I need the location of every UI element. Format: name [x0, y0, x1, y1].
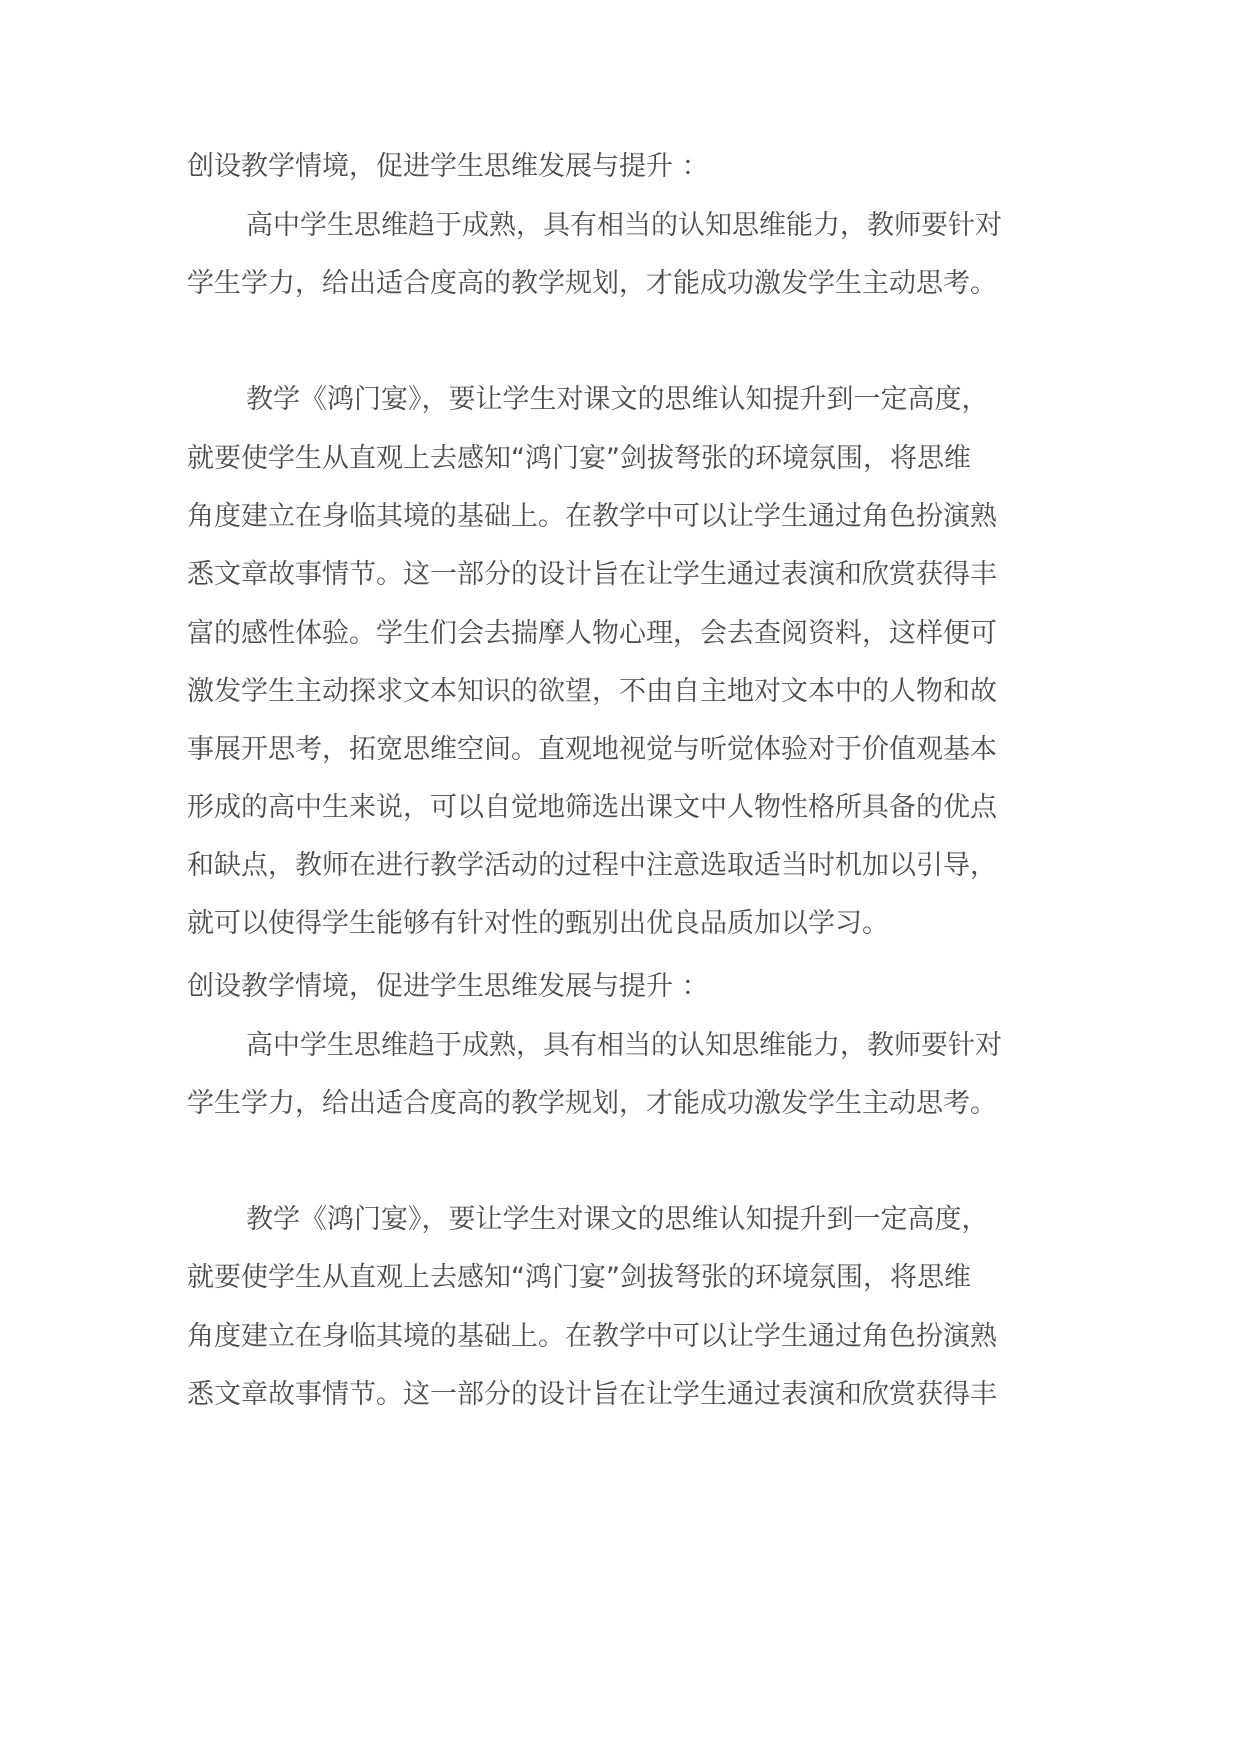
- section-heading: 创设教学情境，促进学生思维发展与提升 ：: [187, 971, 709, 1002]
- paragraph-line: 就要使学生从直观上去感知“鸿门宴”剑拔弩张的环境氛围，将思维: [187, 443, 971, 474]
- paragraph-line: 角度建立在身临其境的基础上。在教学中可以让学生通过角色扮演熟: [187, 501, 997, 532]
- paragraph-line: 学生学力，给出适合度高的教学规划，才能成功激发学生主动思考。: [187, 1088, 997, 1119]
- paragraph-line: 形成的高中生来说，可以自觉地筛选出课文中人物性格所具备的优点: [187, 792, 997, 823]
- paragraph-line: 教学《鸿门宴》，要让学生对课文的思维认知提升到一定高度，: [246, 384, 989, 415]
- paragraph-line: 教学《鸿门宴》，要让学生对课文的思维认知提升到一定高度，: [246, 1204, 989, 1235]
- paragraph-line: 就要使学生从直观上去感知“鸿门宴”剑拔弩张的环境氛围，将思维: [187, 1262, 971, 1293]
- paragraph-line: 高中学生思维趋于成熟，具有相当的认知思维能力，教师要针对: [246, 210, 1002, 241]
- paragraph-line: 悉文章故事情节。这一部分的设计旨在让学生通过表演和欣赏获得丰: [187, 559, 997, 590]
- paragraph-line: 学生学力，给出适合度高的教学规划，才能成功激发学生主动思考。: [187, 268, 997, 299]
- paragraph-line: 悉文章故事情节。这一部分的设计旨在让学生通过表演和欣赏获得丰: [187, 1379, 997, 1410]
- paragraph-line: 高中学生思维趋于成熟，具有相当的认知思维能力，教师要针对: [246, 1030, 1002, 1061]
- section-heading: 创设教学情境，促进学生思维发展与提升 ：: [187, 151, 709, 182]
- paragraph-line: 就可以使得学生能够有针对性的甄别出优良品质加以学习。: [187, 908, 889, 939]
- paragraph-line: 事展开思考，拓宽思维空间。直观地视觉与听觉体验对于价值观基本: [187, 734, 997, 765]
- paragraph-line: 激发学生主动探求文本知识的欲望，不由自主地对文本中的人物和故: [187, 676, 997, 707]
- paragraph-line: 角度建立在身临其境的基础上。在教学中可以让学生通过角色扮演熟: [187, 1321, 997, 1352]
- paragraph-line: 富的感性体验。学生们会去揣摩人物心理，会去查阅资料，这样便可: [187, 618, 997, 649]
- paragraph-line: 和缺点，教师在进行教学活动的过程中注意选取适当时机加以引导，: [187, 850, 997, 881]
